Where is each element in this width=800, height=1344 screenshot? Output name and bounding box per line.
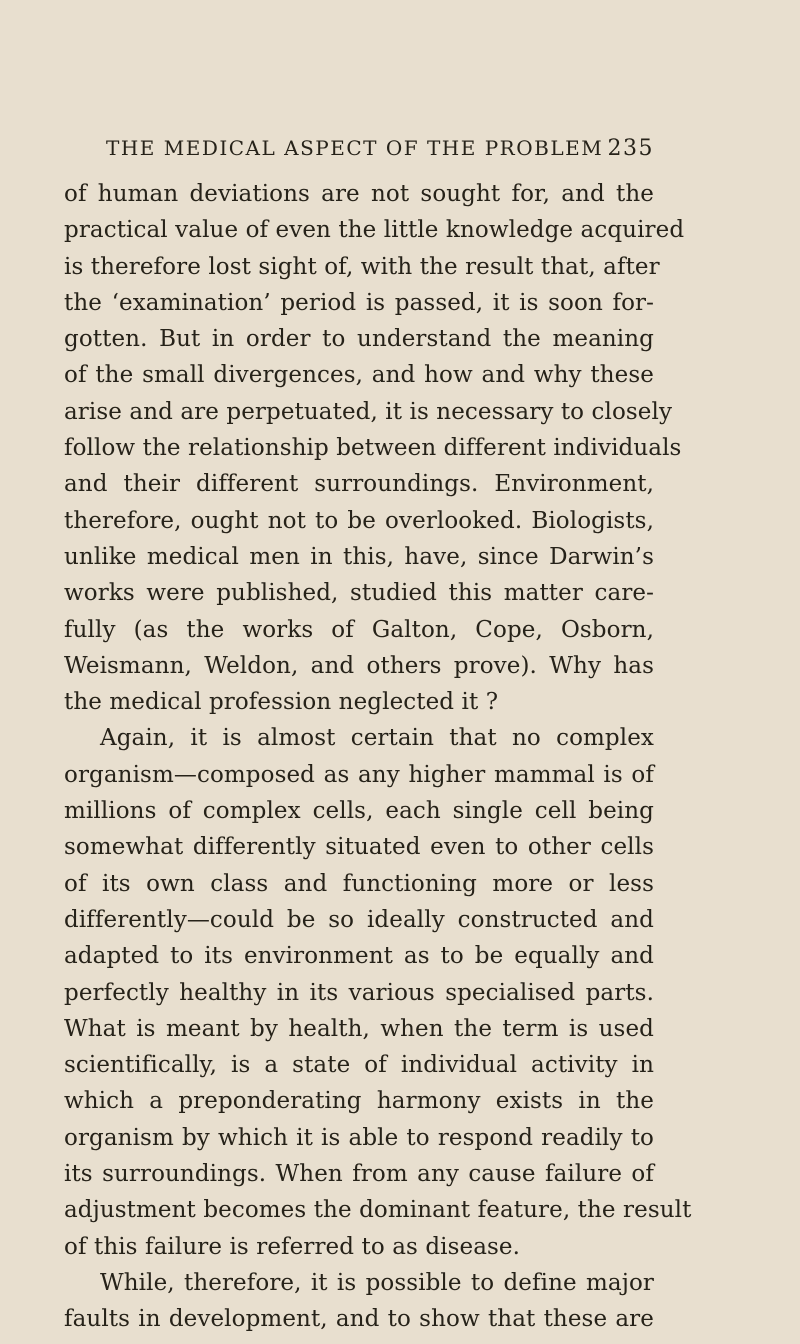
text-line: of the small divergences, and how and why these	[64, 362, 654, 389]
text-line: What is meant by health, when the term is used	[64, 1015, 654, 1042]
text-line: somewhat differently situated even to other cells	[64, 834, 654, 861]
text-line: fully (as the works of Galton, Cope, Osborn,	[64, 616, 654, 643]
text-line: Weismann, Weldon, and others prove). Why has	[64, 652, 654, 679]
text-line: of its own class and functioning more or less	[64, 870, 654, 897]
text-line: therefore, ought not to be overlooked. Biologists,	[64, 507, 654, 534]
text-line: organism—composed as any higher mammal is of	[64, 761, 654, 788]
text-line: arise and are perpetuated, it is necessary to closely	[64, 398, 673, 425]
text-line: perfectly healthy in its various specialised parts.	[64, 979, 654, 1006]
running-head	[106, 136, 654, 166]
text-line: adjustment becomes the dominant feature, the result	[64, 1197, 692, 1224]
text-line: adapted to its environment as to be equally and	[64, 943, 654, 970]
text-line: follow the relationship between different individuals	[64, 435, 682, 462]
text-line: Again, it is almost certain that no complex	[100, 725, 654, 752]
text-line: organism by which it is able to respond readily to	[64, 1124, 654, 1151]
running-title: THE MEDICAL ASPECT OF THE PROBLEM	[106, 136, 604, 160]
text-line: faults in development, and to show that these are	[64, 1306, 654, 1333]
text-line: the medical profession neglected it ?	[64, 689, 499, 716]
text-line: differently—could be so ideally constructed and	[64, 906, 654, 933]
text-line: practical value of even the little knowledge acquired	[64, 217, 685, 244]
text-line: is therefore lost sight of, with the result that, after	[64, 253, 660, 280]
text-line: of human deviations are not sought for, and the	[64, 181, 654, 207]
text-line: gotten. But in order to understand the meaning	[64, 326, 654, 353]
page-number: 235	[607, 136, 654, 161]
text-line: which a preponderating harmony exists in the	[64, 1088, 654, 1115]
text-line: its surroundings. When from any cause failure of	[64, 1161, 654, 1188]
text-line: scientifically, is a state of individual activity in	[64, 1052, 654, 1079]
text-line: millions of complex cells, each single cell being	[64, 798, 654, 825]
text-line: unlike medical men in this, have, since Darwin’s	[64, 543, 654, 570]
text-line: the ‘examination’ period is passed, it is soon for-	[64, 289, 654, 316]
text-line: works were published, studied this matter care-	[64, 580, 654, 607]
body-text	[64, 176, 692, 1338]
text-line: and their different surroundings. Environment,	[64, 471, 654, 498]
text-line: While, therefore, it is possible to define major	[100, 1269, 654, 1296]
text-line: of this failure is referred to as disease.	[64, 1233, 521, 1260]
